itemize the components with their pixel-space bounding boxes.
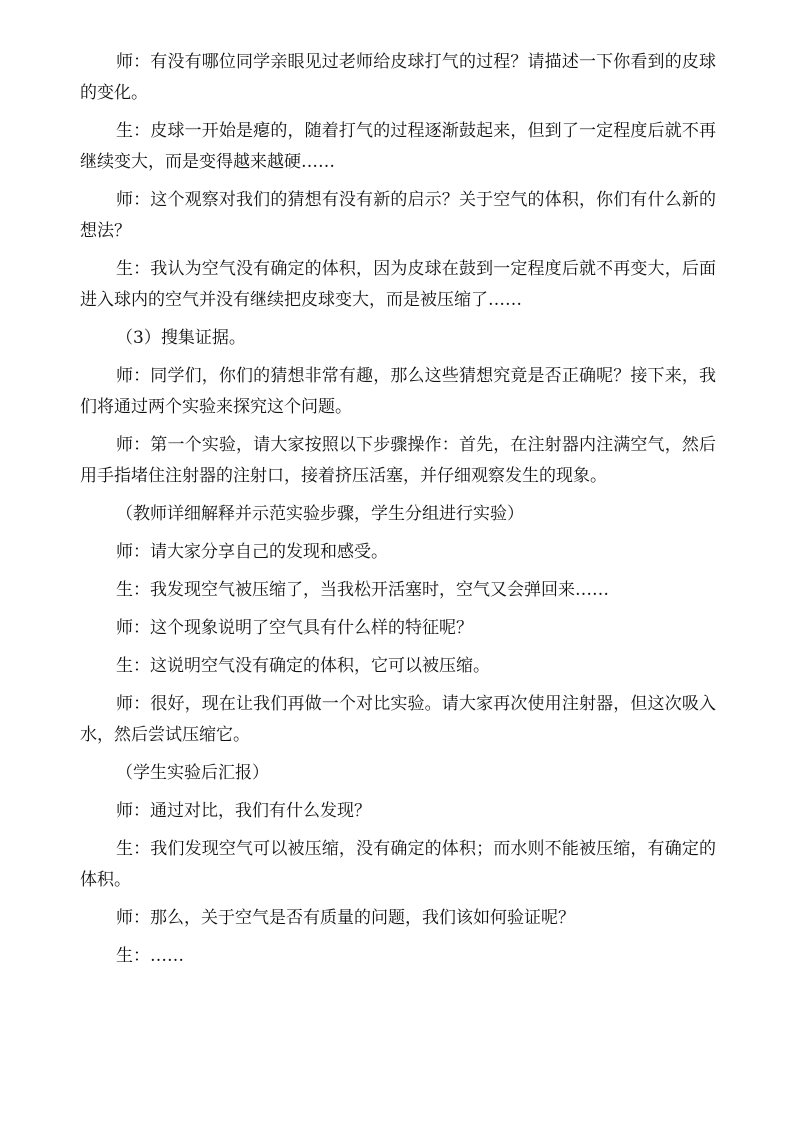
stage-direction: （学生实验后汇报） (116, 763, 269, 783)
paragraph: 生：我们发现空气可以被压缩，没有确定的体积；而水则不能被压缩，有确定的体积。 (80, 839, 716, 890)
paragraph: 生：我认为空气没有确定的体积，因为皮球在鼓到一定程度后就不再变大，后面进入球内的空气并没有继续把皮球变大，而是被压缩了…… (80, 259, 716, 310)
paragraph: 师：请大家分享自己的发现和感受。 (116, 542, 388, 562)
paragraph: 师：有没有哪位同学亲眼见过老师给皮球打气的过程？请描述一下你看到的皮球的变化。 (80, 52, 716, 103)
paragraph: 师：同学们，你们的猜想非常有趣，那么这些猜想究竟是否正确呢？接下来，我们将通过两个实验来探究这个问题。 (80, 366, 716, 417)
paragraph: 生：皮球一开始是瘪的，随着打气的过程逐渐鼓起来，但到了一定程度后就不再继续变大，而是变得越来越硬…… (80, 121, 716, 172)
stage-direction: （教师详细解释并示范实验步骤，学生分组进行实验） (116, 504, 524, 524)
paragraph: 师：那么，关于空气是否有质量的问题，我们该如何验证呢？ (116, 908, 575, 928)
paragraph: 师：第一个实验，请大家按照以下步骤操作：首先，在注射器内注满空气，然后用手指堵住注射器的注射口，接着挤压活塞，并仔细观察发生的现象。 (80, 435, 716, 486)
paragraph: 生：…… (116, 946, 184, 966)
paragraph: 师：这个现象说明了空气具有什么样的特征呢？ (116, 618, 473, 638)
paragraph: 生：这说明空气没有确定的体积，它可以被压缩。 (116, 656, 490, 676)
paragraph: 师：这个观察对我们的猜想有没有新的启示？关于空气的体积，你们有什么新的想法？ (80, 190, 716, 241)
section-heading: （3）搜集证据。 (116, 328, 246, 348)
document-body (80, 47, 716, 979)
paragraph: 师：通过对比，我们有什么发现？ (116, 801, 371, 821)
paragraph: 师：很好，现在让我们再做一个对比实验。请大家再次使用注射器，但这次吸入水，然后尝试压缩它。 (80, 694, 716, 745)
paragraph: 生：我发现空气被压缩了，当我松开活塞时，空气又会弹回来…… (116, 580, 609, 600)
